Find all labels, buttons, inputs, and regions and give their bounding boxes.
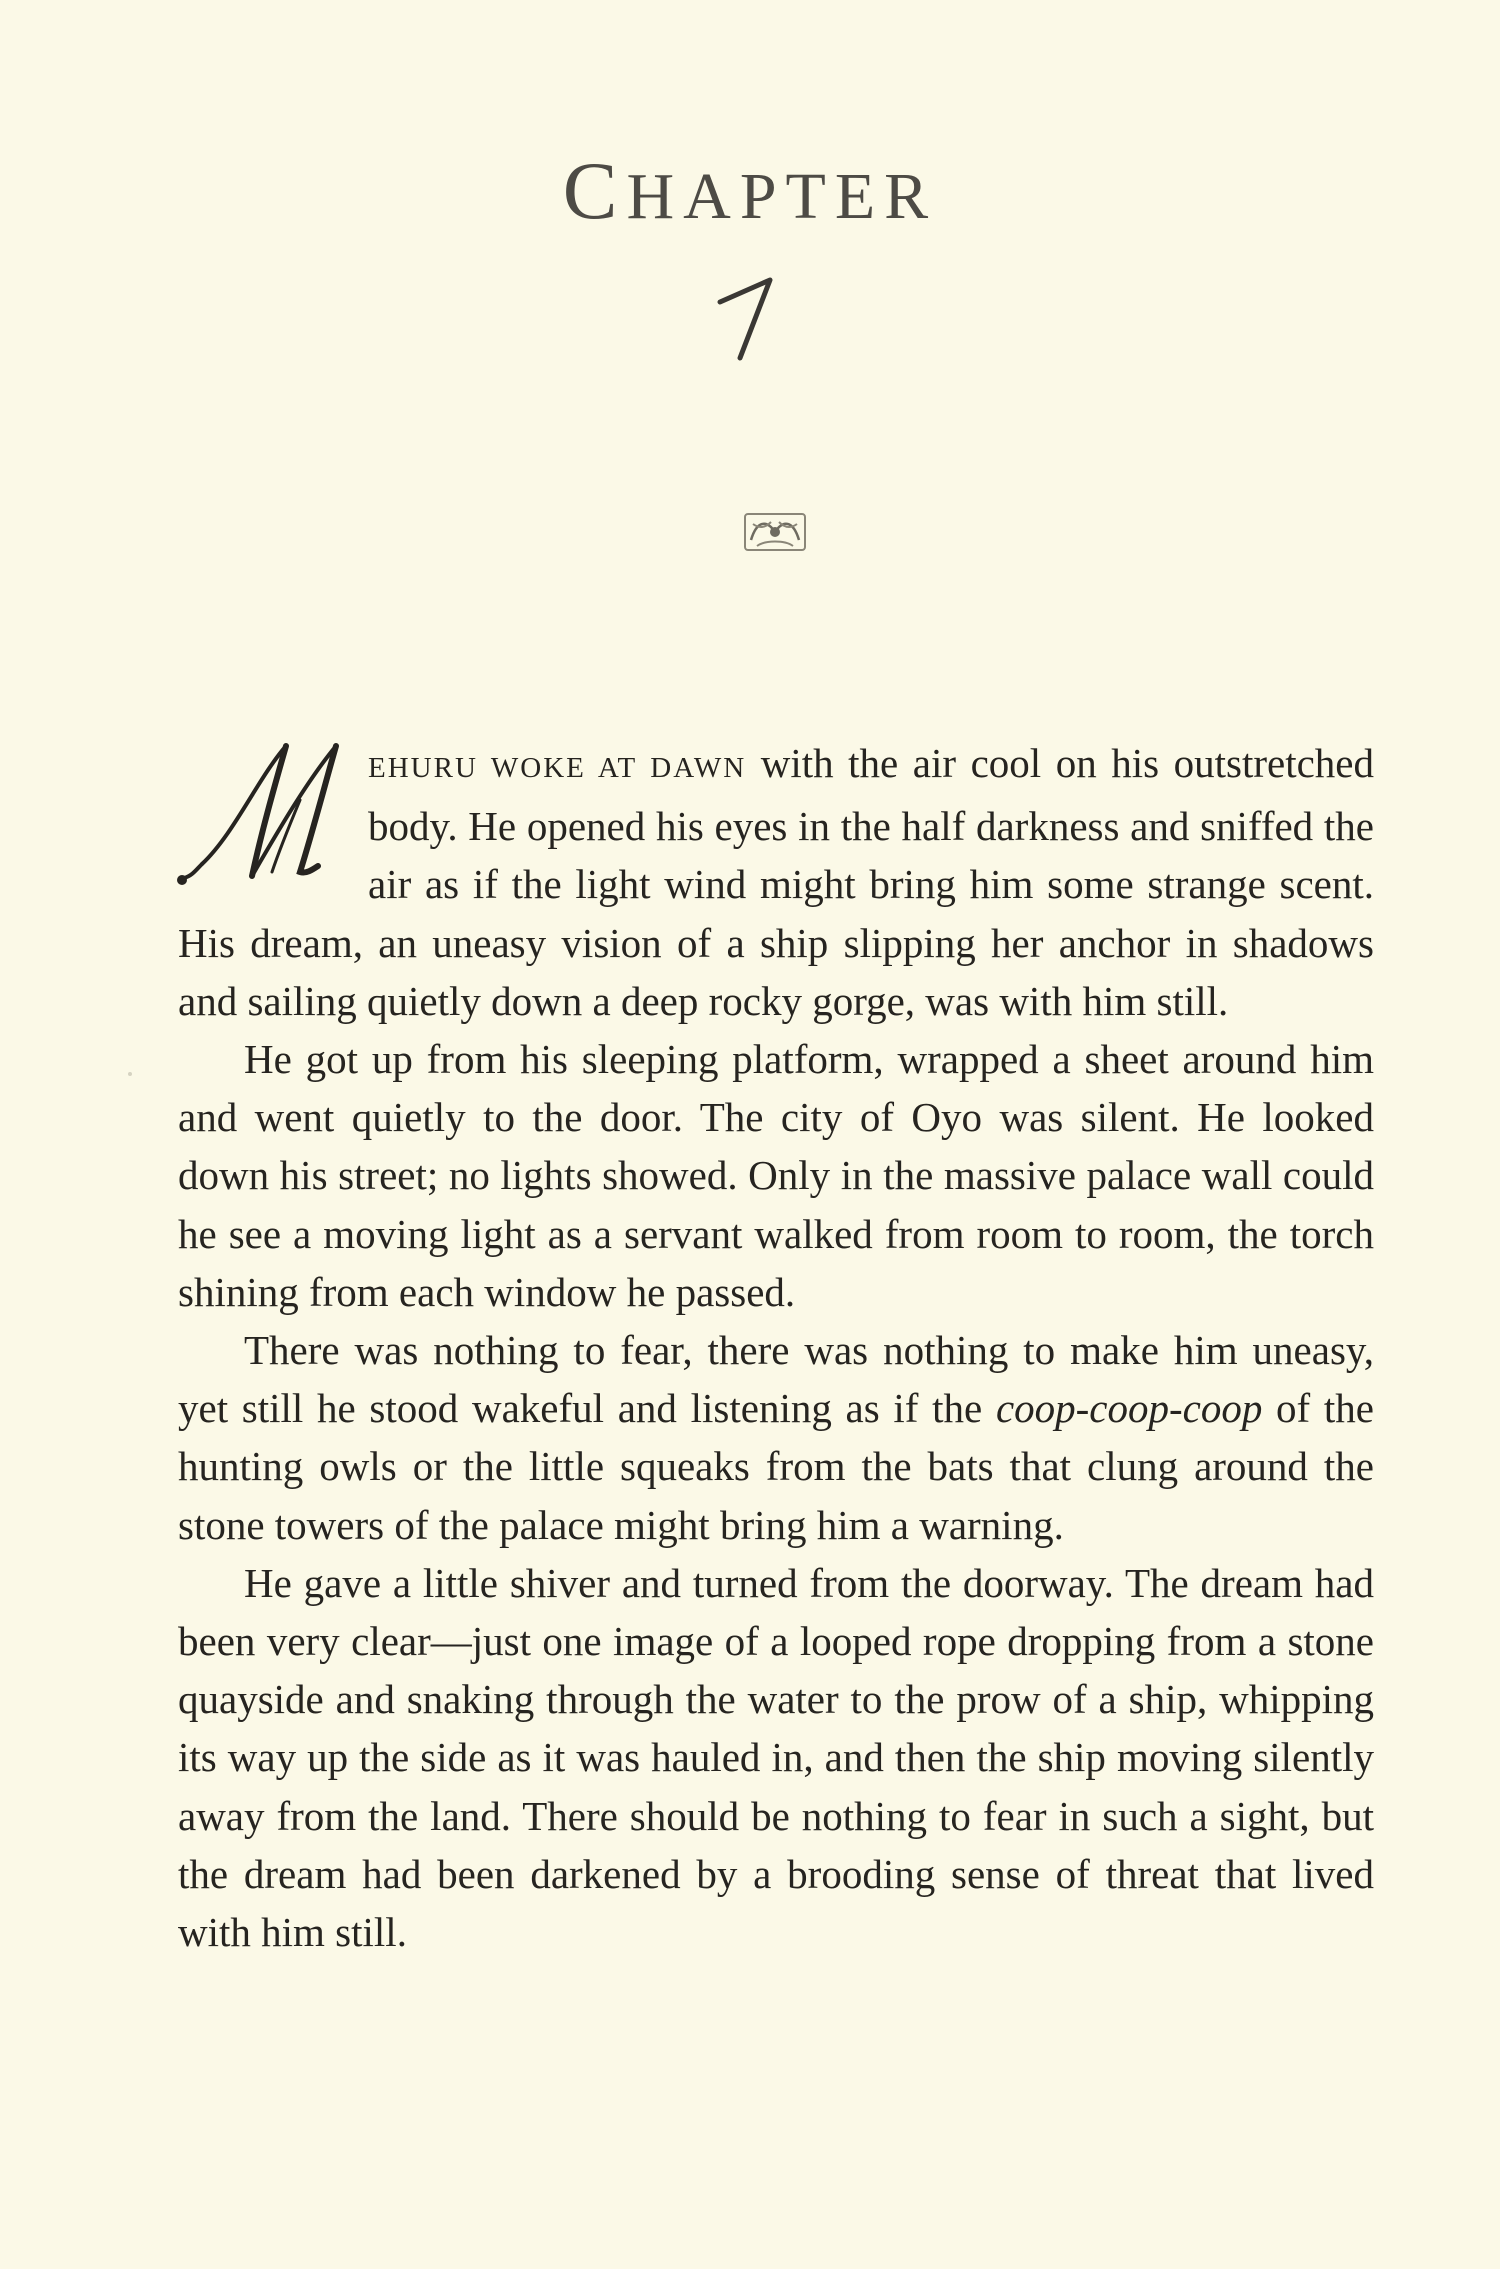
paper-speck <box>128 1072 132 1076</box>
lead-in-smallcaps: EHURU WOKE AT DAWN <box>368 752 747 784</box>
paragraph-1-text: with the air cool on his outstretched body. He opened his eyes in the half darkness and sniffed the air as if the light wind might bring him some strange scent. His dream, an uneasy vision of a ship slipping her anchor in shadows and sailing quietly down a deep rocky gorge, was with him still. <box>178 740 1375 1024</box>
paragraph-3-text-before: There was nothing to fear, there was nothing to make him uneasy, yet still he stood wakeful and listening as if the <box>178 1327 1374 1432</box>
chapter-body <box>178 734 1374 1961</box>
chapter-heading-initial: C <box>562 145 627 236</box>
paragraph-3-italic: coop-coop-coop <box>995 1385 1263 1432</box>
drop-cap <box>174 738 352 908</box>
paragraph-1 <box>178 734 1374 1030</box>
chapter-number-glyph <box>700 262 800 372</box>
paragraph-4: He gave a little shiver and turned from the doorway. The dream had been very clear—just one image of a looped rope dropping from a stone quayside and snaking through the water to the prow of a ship, whipping its way up the side as it was hauled in, and then the ship moving silently away from the land. There should be nothing to fear in such a sight, but the dream had been darkened by a brooding sense of threat that lived with him still. <box>178 1559 1374 1956</box>
paragraph-3 <box>178 1321 1374 1554</box>
chapter-heading <box>0 145 1500 236</box>
paragraph-3-text-after: of the hunting owls or the little squeaks from the bats that clung around the stone towers of the palace might bring him a warning. <box>178 1385 1374 1548</box>
drop-cap-letter <box>174 738 175 796</box>
chapter-number-text: 1 <box>700 262 701 263</box>
chapter-number <box>0 262 1500 389</box>
paragraph-2: He got up from his sleeping platform, wrapped a sheet around him and went quietly to the door. The city of Oyo was silent. He looked down his street; no lights showed. Only in the massive palace wall could he see a moving light as a servant walked from room to room, the torch shining from each window he passed. <box>178 1036 1374 1315</box>
chapter-heading-rest: HAPTER <box>626 160 938 233</box>
fleuron-icon <box>743 510 807 554</box>
